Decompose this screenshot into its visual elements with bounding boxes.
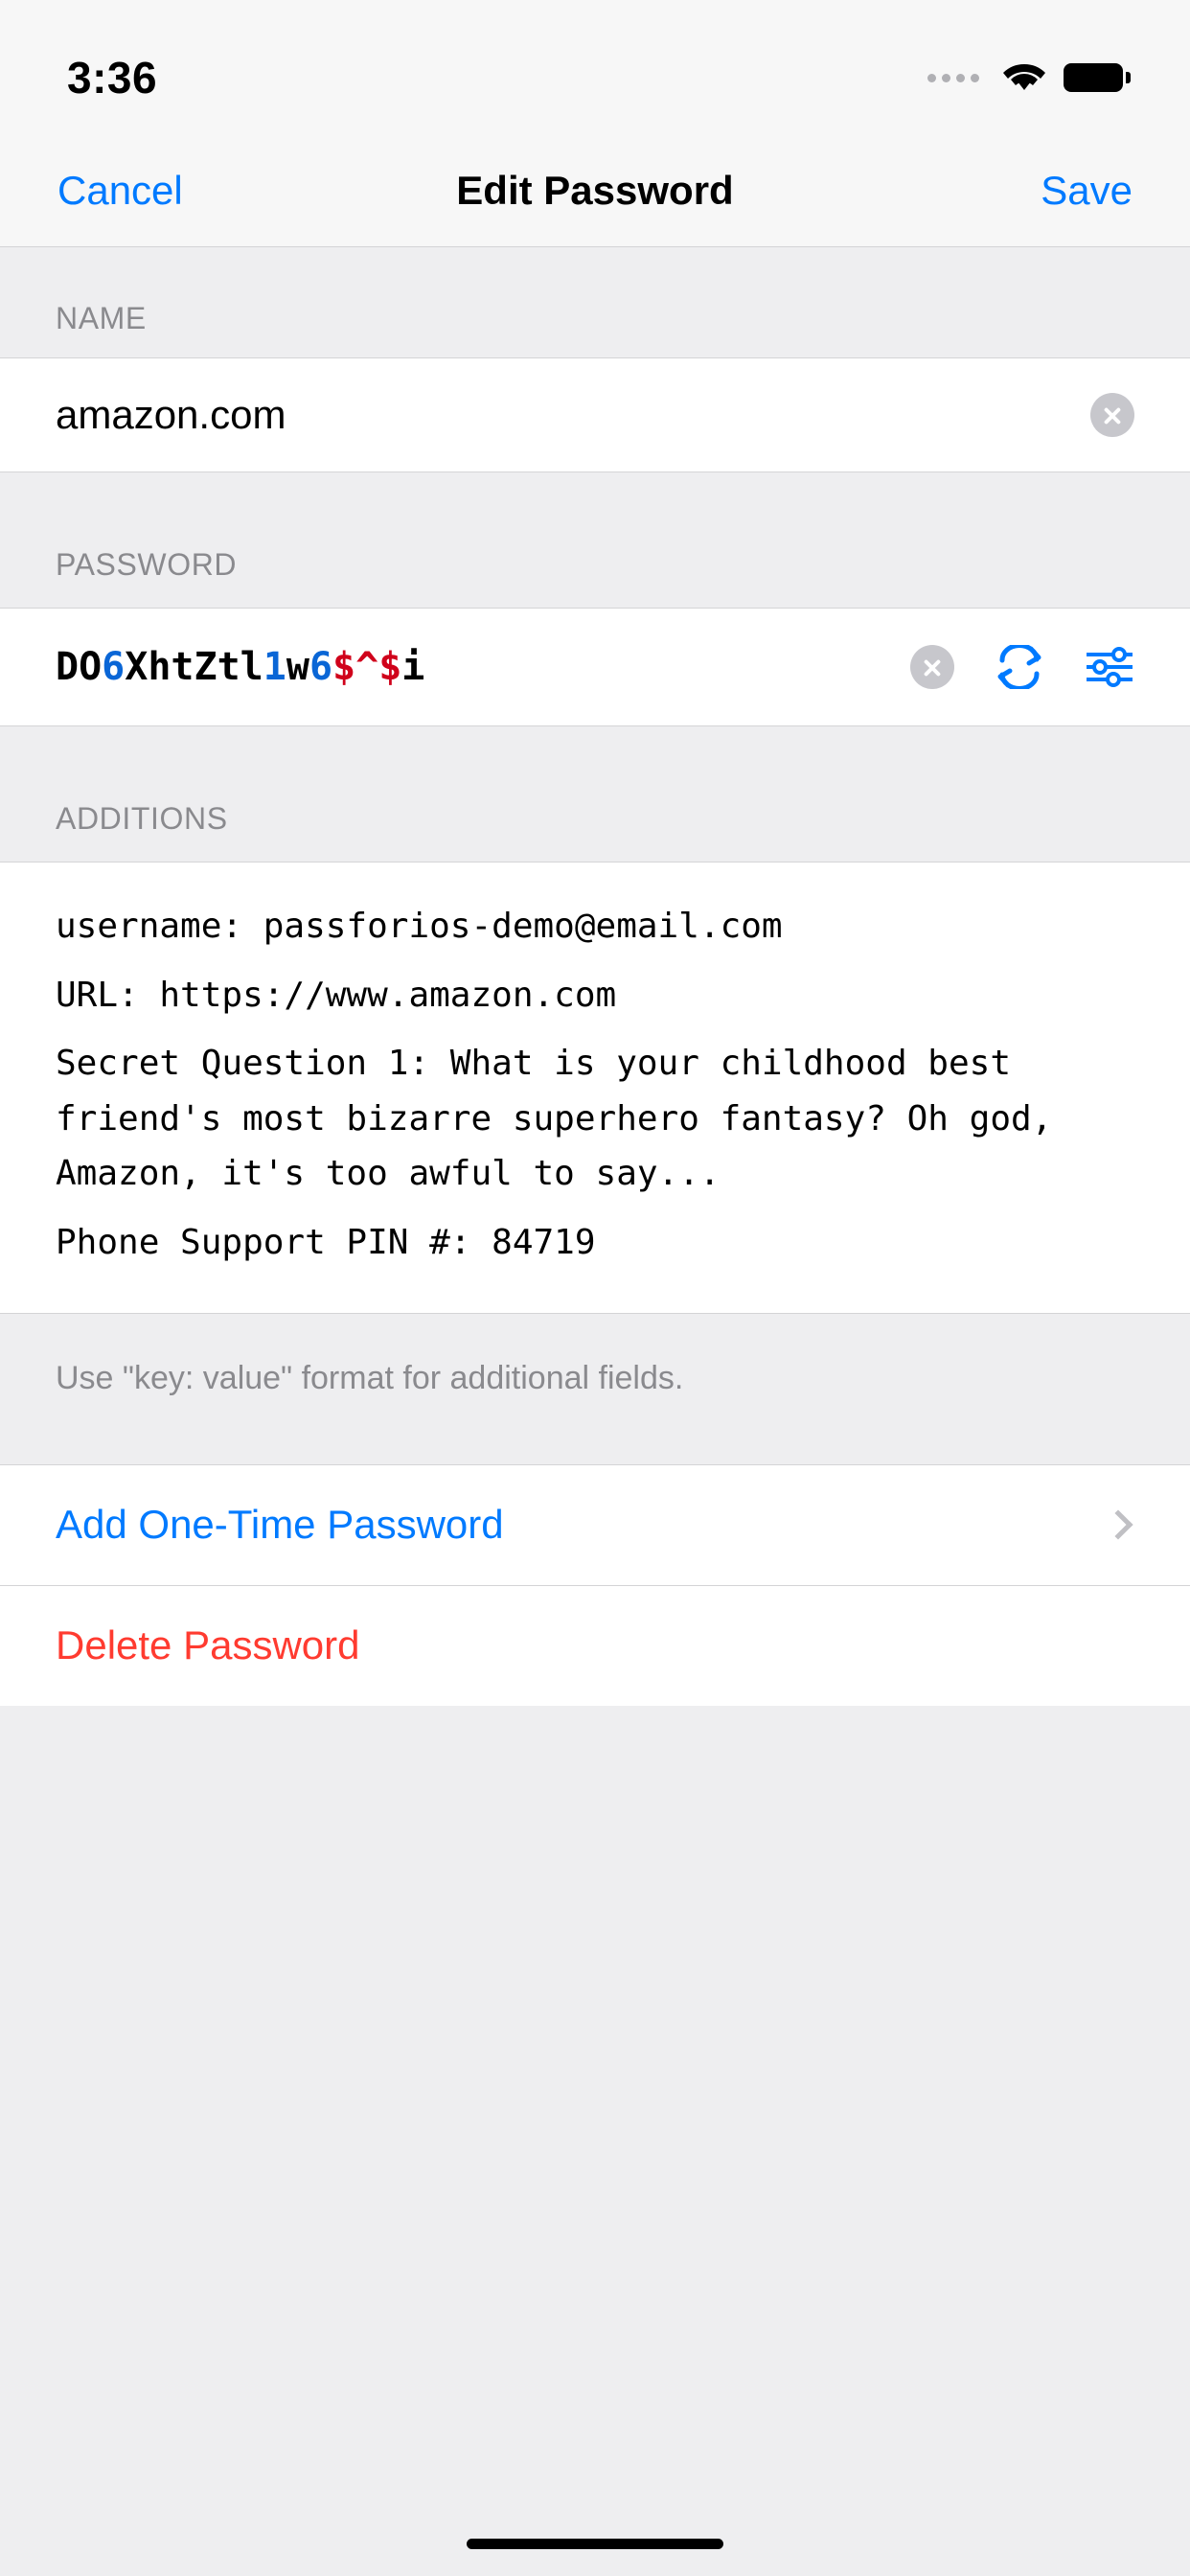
save-button[interactable]: Save <box>1041 167 1133 213</box>
navigation-bar <box>0 134 1190 247</box>
cancel-button[interactable]: Cancel <box>57 167 183 213</box>
status-time: 3:36 <box>67 53 158 103</box>
password-input[interactable]: DO6XhtZtl1w6$^$i <box>56 645 425 689</box>
additions-section-header: ADDITIONS <box>0 726 1190 862</box>
sliders-icon[interactable] <box>1085 645 1134 689</box>
page-title: Edit Password <box>456 167 734 213</box>
clear-field-icon[interactable] <box>910 645 954 689</box>
additions-textarea[interactable] <box>0 862 1190 1314</box>
add-one-time-password-row[interactable] <box>0 1464 1190 1585</box>
additions-footnote: Use "key: value" format for additional fields. <box>0 1314 1190 1464</box>
status-indicators <box>927 61 1123 94</box>
name-section-header: NAME <box>0 247 1190 357</box>
additions-line: URL: https://www.amazon.com <box>56 975 617 1015</box>
delete-password-label: Delete Password <box>56 1622 360 1668</box>
additions-line: Phone Support PIN #: 84719 <box>56 1222 596 1262</box>
status-bar <box>0 0 1190 134</box>
password-field-row[interactable] <box>0 608 1190 726</box>
password-actions <box>910 645 1134 689</box>
battery-full-icon <box>1064 63 1123 92</box>
empty-area <box>0 1706 1190 2576</box>
additions-line: Secret Question 1: What is your childhood best friend's most bizarre superhero fantasy? Oh god, Amazon, it's too awful to say... <box>56 1044 1074 1194</box>
clear-field-icon[interactable] <box>1090 393 1134 437</box>
cellular-dots-icon <box>927 74 979 82</box>
additions-line: username: passforios-demo@email.com <box>56 907 783 946</box>
add-one-time-password-label: Add One-Time Password <box>56 1502 504 1548</box>
refresh-icon[interactable] <box>995 645 1044 689</box>
wifi-icon <box>1002 61 1046 94</box>
chevron-right-icon <box>1103 1510 1133 1540</box>
delete-password-row[interactable] <box>0 1585 1190 1706</box>
name-input[interactable]: amazon.com <box>56 392 286 437</box>
password-section-header: PASSWORD <box>0 472 1190 608</box>
name-field-row[interactable] <box>0 357 1190 472</box>
home-indicator[interactable] <box>467 2539 723 2549</box>
